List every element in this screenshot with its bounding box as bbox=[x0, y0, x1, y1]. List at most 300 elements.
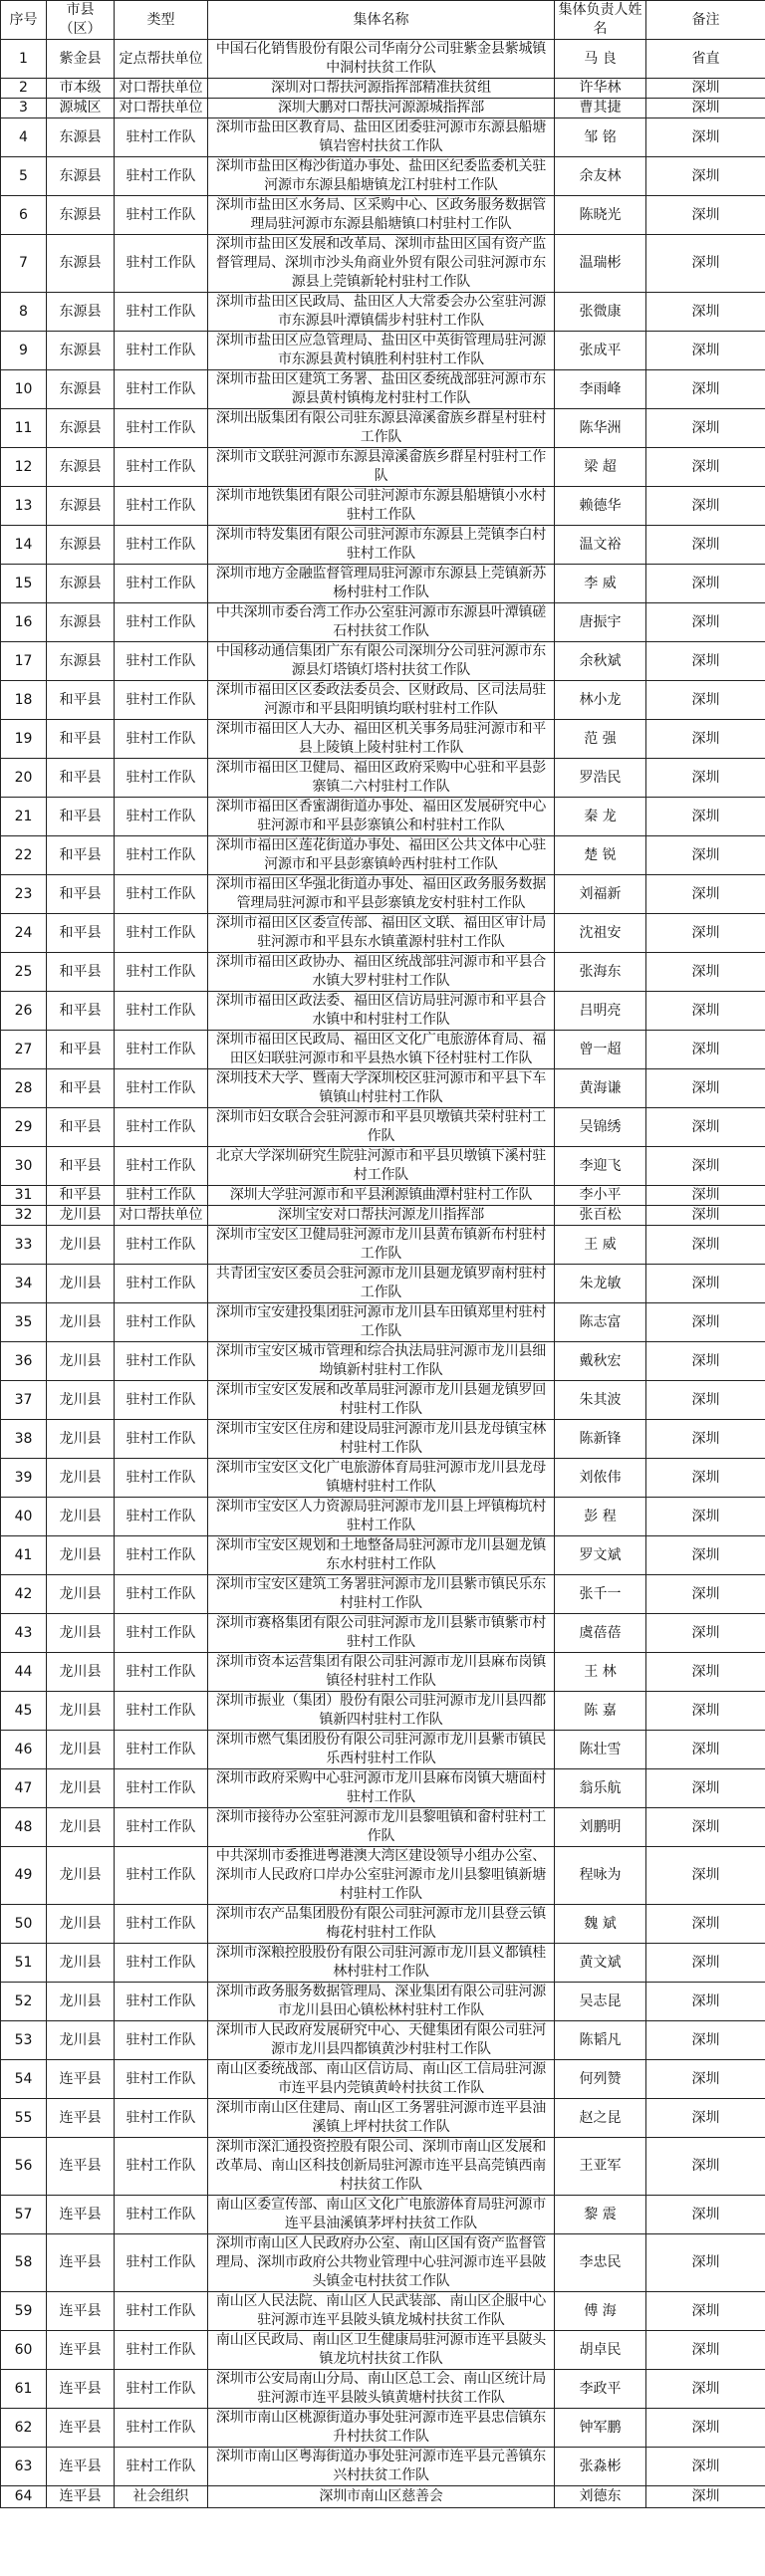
cell-unit-name: 深圳市宝安区文化广电旅游体育局驻河源市龙川县龙母镇塘村驻村工作队 bbox=[208, 1459, 555, 1498]
cell-leader: 李雨峰 bbox=[555, 370, 646, 409]
cell-note: 深圳 bbox=[646, 1808, 765, 1847]
table-row bbox=[1, 1575, 765, 1614]
cell-county: 龙川县 bbox=[47, 1614, 115, 1653]
cell-leader: 陈新锋 bbox=[555, 1420, 646, 1459]
cell-county: 龙川县 bbox=[47, 1944, 115, 1983]
cell-leader: 李迎飞 bbox=[555, 1147, 646, 1186]
cell-index: 30 bbox=[1, 1147, 47, 1186]
cell-type: 驻村工作队 bbox=[115, 293, 208, 332]
table-row bbox=[1, 99, 765, 118]
table-row bbox=[1, 40, 765, 79]
cell-index: 56 bbox=[1, 2138, 47, 2196]
cell-index: 34 bbox=[1, 1265, 47, 1303]
cell-unit-name: 深圳市农产品集团股份有限公司驻河源市龙川县登云镇梅花村驻村工作队 bbox=[208, 1905, 555, 1944]
cell-type: 驻村工作队 bbox=[115, 2021, 208, 2060]
cell-note: 深圳 bbox=[646, 293, 765, 332]
table-row bbox=[1, 2448, 765, 2486]
table-row bbox=[1, 1653, 765, 1692]
cell-index: 4 bbox=[1, 118, 47, 157]
cell-type: 对口帮扶单位 bbox=[115, 99, 208, 118]
cell-county: 龙川县 bbox=[47, 1342, 115, 1381]
cell-index: 15 bbox=[1, 565, 47, 603]
cell-county: 连平县 bbox=[47, 2138, 115, 2196]
cell-unit-name: 深圳市文联驻河源市东源县漳溪畲族乡群星村驻村工作队 bbox=[208, 448, 555, 487]
cell-index: 35 bbox=[1, 1303, 47, 1342]
cell-unit-name: 中国移动通信集团广东有限公司深圳分公司驻河源市东源县灯塔镇灯塔村扶贫工作队 bbox=[208, 642, 555, 681]
cell-leader: 王 林 bbox=[555, 1653, 646, 1692]
cell-note: 深圳 bbox=[646, 642, 765, 681]
cell-note: 深圳 bbox=[646, 2486, 765, 2508]
table-row bbox=[1, 914, 765, 953]
cell-county: 东源县 bbox=[47, 235, 115, 293]
cell-type: 驻村工作队 bbox=[115, 1536, 208, 1575]
table-row bbox=[1, 2234, 765, 2292]
cell-note: 深圳 bbox=[646, 1575, 765, 1614]
cell-county: 东源县 bbox=[47, 409, 115, 448]
cell-county: 龙川县 bbox=[47, 1847, 115, 1905]
table-row bbox=[1, 2370, 765, 2409]
table-row bbox=[1, 79, 765, 99]
cell-note: 深圳 bbox=[646, 875, 765, 914]
cell-note: 深圳 bbox=[646, 1498, 765, 1536]
cell-index: 5 bbox=[1, 157, 47, 196]
cell-unit-name: 深圳市盐田区应急管理局、盐田区中英街管理局驻河源市东源县黄村镇胜利村驻村工作队 bbox=[208, 332, 555, 370]
cell-type: 驻村工作队 bbox=[115, 1265, 208, 1303]
table-row bbox=[1, 1186, 765, 1206]
cell-note: 深圳 bbox=[646, 720, 765, 759]
cell-leader: 吴锦绣 bbox=[555, 1108, 646, 1147]
cell-index: 36 bbox=[1, 1342, 47, 1381]
table-row bbox=[1, 953, 765, 992]
cell-note: 深圳 bbox=[646, 487, 765, 526]
cell-type: 驻村工作队 bbox=[115, 1031, 208, 1069]
cell-county: 和平县 bbox=[47, 720, 115, 759]
table-row bbox=[1, 1905, 765, 1944]
cell-note: 省直 bbox=[646, 40, 765, 79]
table-body bbox=[1, 40, 765, 2508]
table-row bbox=[1, 1342, 765, 1381]
cell-unit-name: 深圳市福田区区委宣传部、福田区文联、福田区审计局驻河源市和平县东水镇董源村驻村工作队 bbox=[208, 914, 555, 953]
cell-leader: 许华林 bbox=[555, 79, 646, 99]
cell-index: 55 bbox=[1, 2099, 47, 2138]
cell-leader: 吕明亮 bbox=[555, 992, 646, 1031]
cell-leader: 傅 海 bbox=[555, 2292, 646, 2331]
table-row bbox=[1, 1536, 765, 1575]
cell-leader: 朱其波 bbox=[555, 1381, 646, 1420]
table-row bbox=[1, 2060, 765, 2099]
table-row bbox=[1, 1147, 765, 1186]
cell-note: 深圳 bbox=[646, 1381, 765, 1420]
cell-leader: 陈壮雪 bbox=[555, 1731, 646, 1769]
cell-leader: 楚 锐 bbox=[555, 836, 646, 875]
cell-index: 51 bbox=[1, 1944, 47, 1983]
cell-type: 驻村工作队 bbox=[115, 2331, 208, 2370]
cell-county: 东源县 bbox=[47, 448, 115, 487]
cell-type: 驻村工作队 bbox=[115, 2292, 208, 2331]
table-row bbox=[1, 1692, 765, 1731]
cell-county: 连平县 bbox=[47, 2060, 115, 2099]
cell-note: 深圳 bbox=[646, 992, 765, 1031]
cell-leader: 戴秋宏 bbox=[555, 1342, 646, 1381]
cell-type: 驻村工作队 bbox=[115, 875, 208, 914]
cell-county: 东源县 bbox=[47, 565, 115, 603]
cell-note: 深圳 bbox=[646, 2370, 765, 2409]
cell-type: 驻村工作队 bbox=[115, 1303, 208, 1342]
cell-index: 46 bbox=[1, 1731, 47, 1769]
cell-county: 连平县 bbox=[47, 2292, 115, 2331]
cell-leader: 程咏为 bbox=[555, 1847, 646, 1905]
table-row bbox=[1, 118, 765, 157]
cell-leader: 彭 程 bbox=[555, 1498, 646, 1536]
cell-unit-name: 深圳市深汇通投资控股有限公司、深圳市南山区发展和改革局、南山区科技创新局驻河源市连平县高莞镇西南村扶贫工作队 bbox=[208, 2138, 555, 2196]
cell-leader: 陈 嘉 bbox=[555, 1692, 646, 1731]
cell-note: 深圳 bbox=[646, 118, 765, 157]
cell-unit-name: 深圳市宝安建投集团驻河源市龙川县车田镇郑里村驻村工作队 bbox=[208, 1303, 555, 1342]
cell-leader: 余友林 bbox=[555, 157, 646, 196]
table-row bbox=[1, 720, 765, 759]
cell-note: 深圳 bbox=[646, 370, 765, 409]
cell-county: 东源县 bbox=[47, 157, 115, 196]
table-row bbox=[1, 836, 765, 875]
cell-county: 和平县 bbox=[47, 1147, 115, 1186]
cell-unit-name: 深圳市妇女联合会驻河源市和平县贝墩镇共荣村驻村工作队 bbox=[208, 1108, 555, 1147]
table-header bbox=[1, 1, 765, 40]
cell-leader: 张海东 bbox=[555, 953, 646, 992]
table-row bbox=[1, 2331, 765, 2370]
cell-unit-name: 深圳市福田区华强北街道办事处、福田区政务服务数据管理局驻河源市和平县彭寨镇龙安村驻村工作队 bbox=[208, 875, 555, 914]
cell-county: 和平县 bbox=[47, 875, 115, 914]
table-row bbox=[1, 332, 765, 370]
cell-unit-name: 深圳市振业（集团）股份有限公司驻河源市龙川县四都镇新四村驻村工作队 bbox=[208, 1692, 555, 1731]
cell-leader: 马 良 bbox=[555, 40, 646, 79]
cell-note: 深圳 bbox=[646, 157, 765, 196]
cell-note: 深圳 bbox=[646, 2099, 765, 2138]
cell-note: 深圳 bbox=[646, 759, 765, 798]
cell-index: 17 bbox=[1, 642, 47, 681]
cell-unit-name: 深圳市宝安区规划和土地整备局驻河源市龙川县廻龙镇东水村驻村工作队 bbox=[208, 1536, 555, 1575]
cell-index: 19 bbox=[1, 720, 47, 759]
cell-type: 驻村工作队 bbox=[115, 953, 208, 992]
cell-leader: 张成平 bbox=[555, 332, 646, 370]
cell-leader: 魏 斌 bbox=[555, 1905, 646, 1944]
table-row bbox=[1, 1381, 765, 1420]
cell-unit-name: 深圳市宝安区建筑工务署驻河源市龙川县紫市镇民乐东村驻村工作队 bbox=[208, 1575, 555, 1614]
cell-unit-name: 深圳市宝安区城市管理和综合执法局驻河源市龙川县细坳镇新村驻村工作队 bbox=[208, 1342, 555, 1381]
cell-note: 深圳 bbox=[646, 2409, 765, 2448]
cell-unit-name: 南山区委统战部、南山区信访局、南山区工信局驻河源市连平县内莞镇黄岭村扶贫工作队 bbox=[208, 2060, 555, 2099]
cell-index: 64 bbox=[1, 2486, 47, 2508]
cell-index: 41 bbox=[1, 1536, 47, 1575]
cell-note: 深圳 bbox=[646, 2060, 765, 2099]
table-row bbox=[1, 1731, 765, 1769]
cell-county: 和平县 bbox=[47, 1108, 115, 1147]
cell-type: 驻村工作队 bbox=[115, 2448, 208, 2486]
header-county: 市县（区） bbox=[47, 1, 115, 40]
cell-index: 33 bbox=[1, 1226, 47, 1265]
cell-unit-name: 深圳市福田区莲花街道办事处、福田区公共文体中心驻河源市和平县彭寨镇岭西村驻村工作队 bbox=[208, 836, 555, 875]
cell-county: 龙川县 bbox=[47, 1265, 115, 1303]
table-row bbox=[1, 1944, 765, 1983]
table-row bbox=[1, 1847, 765, 1905]
header-index: 序号 bbox=[1, 1, 47, 40]
cell-unit-name: 深圳市宝安区住房和建设局驻河源市龙川县龙母镇宝林村驻村工作队 bbox=[208, 1420, 555, 1459]
cell-unit-name: 深圳市盐田区水务局、区采购中心、区政务服务数据管理局驻河源市东源县船塘镇口村驻村工作队 bbox=[208, 196, 555, 235]
cell-county: 源城区 bbox=[47, 99, 115, 118]
header-row bbox=[1, 1, 765, 40]
cell-unit-name: 深圳大鹏对口帮扶河源源城指挥部 bbox=[208, 99, 555, 118]
cell-note: 深圳 bbox=[646, 409, 765, 448]
header-type: 类型 bbox=[115, 1, 208, 40]
cell-county: 龙川县 bbox=[47, 1206, 115, 1226]
cell-unit-name: 深圳市人民政府发展研究中心、天健集团有限公司驻河源市龙川县四都镇黄沙村驻村工作队 bbox=[208, 2021, 555, 2060]
cell-unit-name: 深圳市福田区民政局、福田区文化广电旅游体育局、福田区妇联驻河源市和平县热水镇下径村驻村工作队 bbox=[208, 1031, 555, 1069]
cell-type: 驻村工作队 bbox=[115, 759, 208, 798]
cell-note: 深圳 bbox=[646, 1265, 765, 1303]
cell-unit-name: 南山区人民法院、南山区人民武装部、南山区企服中心驻河源市连平县陂头镇龙城村扶贫工作队 bbox=[208, 2292, 555, 2331]
cell-county: 龙川县 bbox=[47, 1575, 115, 1614]
cell-type: 驻村工作队 bbox=[115, 1381, 208, 1420]
cell-index: 3 bbox=[1, 99, 47, 118]
cell-index: 6 bbox=[1, 196, 47, 235]
cell-type: 驻村工作队 bbox=[115, 992, 208, 1031]
cell-county: 龙川县 bbox=[47, 1498, 115, 1536]
cell-county: 紫金县 bbox=[47, 40, 115, 79]
cell-type: 驻村工作队 bbox=[115, 157, 208, 196]
cell-county: 龙川县 bbox=[47, 1381, 115, 1420]
cell-note: 深圳 bbox=[646, 914, 765, 953]
cell-type: 驻村工作队 bbox=[115, 2138, 208, 2196]
table-row bbox=[1, 1031, 765, 1069]
cell-county: 龙川县 bbox=[47, 1731, 115, 1769]
cell-type: 驻村工作队 bbox=[115, 1769, 208, 1808]
cell-leader: 虞蓓蓓 bbox=[555, 1614, 646, 1653]
table-row bbox=[1, 1808, 765, 1847]
cell-type: 驻村工作队 bbox=[115, 448, 208, 487]
cell-note: 深圳 bbox=[646, 2448, 765, 2486]
cell-unit-name: 深圳市宝安区发展和改革局驻河源市龙川县廻龙镇罗回村驻村工作队 bbox=[208, 1381, 555, 1420]
cell-unit-name: 深圳大学驻河源市和平县浰源镇曲潭村驻村工作队 bbox=[208, 1186, 555, 1206]
cell-index: 31 bbox=[1, 1186, 47, 1206]
cell-leader: 张百松 bbox=[555, 1206, 646, 1226]
cell-county: 和平县 bbox=[47, 798, 115, 836]
cell-leader: 钟军鹏 bbox=[555, 2409, 646, 2448]
cell-index: 54 bbox=[1, 2060, 47, 2099]
cell-note: 深圳 bbox=[646, 1342, 765, 1381]
cell-index: 25 bbox=[1, 953, 47, 992]
cell-county: 东源县 bbox=[47, 118, 115, 157]
cell-note: 深圳 bbox=[646, 565, 765, 603]
cell-type: 驻村工作队 bbox=[115, 2060, 208, 2099]
cell-note: 深圳 bbox=[646, 1731, 765, 1769]
cell-note: 深圳 bbox=[646, 1614, 765, 1653]
cell-leader: 王 威 bbox=[555, 1226, 646, 1265]
cell-unit-name: 深圳市南山区慈善会 bbox=[208, 2486, 555, 2508]
header-note: 备注 bbox=[646, 1, 765, 40]
cell-index: 12 bbox=[1, 448, 47, 487]
cell-unit-name: 深圳对口帮扶河源指挥部精准扶贫组 bbox=[208, 79, 555, 99]
table-row bbox=[1, 1420, 765, 1459]
table-row bbox=[1, 235, 765, 293]
cell-unit-name: 深圳市宝安区卫健局驻河源市龙川县黄布镇新布村驻村工作队 bbox=[208, 1226, 555, 1265]
cell-county: 连平县 bbox=[47, 2196, 115, 2234]
cell-unit-name: 深圳市盐田区教育局、盐田区团委驻河源市东源县船塘镇岩窖村扶贫工作队 bbox=[208, 118, 555, 157]
cell-type: 驻村工作队 bbox=[115, 603, 208, 642]
cell-leader: 刘侬伟 bbox=[555, 1459, 646, 1498]
cell-index: 53 bbox=[1, 2021, 47, 2060]
cell-unit-name: 中国石化销售股份有限公司华南分公司驻紫金县紫城镇中洞村扶贫工作队 bbox=[208, 40, 555, 79]
cell-unit-name: 深圳宝安对口帮扶河源龙川指挥部 bbox=[208, 1206, 555, 1226]
cell-county: 连平县 bbox=[47, 2370, 115, 2409]
cell-index: 44 bbox=[1, 1653, 47, 1692]
cell-index: 9 bbox=[1, 332, 47, 370]
cell-leader: 唐振宇 bbox=[555, 603, 646, 642]
table-row bbox=[1, 1226, 765, 1265]
cell-note: 深圳 bbox=[646, 235, 765, 293]
cell-type: 驻村工作队 bbox=[115, 1731, 208, 1769]
cell-county: 和平县 bbox=[47, 953, 115, 992]
table-row bbox=[1, 157, 765, 196]
cell-leader: 赖德华 bbox=[555, 487, 646, 526]
cell-unit-name: 中共深圳市委台湾工作办公室驻河源市东源县叶潭镇磋石村扶贫工作队 bbox=[208, 603, 555, 642]
cell-unit-name: 深圳市资本运营集团有限公司驻河源市龙川县麻布岗镇镇径村驻村工作队 bbox=[208, 1653, 555, 1692]
cell-unit-name: 深圳市福田区人大办、福田区机关事务局驻河源市和平县上陵镇上陵村驻村工作队 bbox=[208, 720, 555, 759]
cell-note: 深圳 bbox=[646, 1944, 765, 1983]
cell-index: 40 bbox=[1, 1498, 47, 1536]
cell-type: 驻村工作队 bbox=[115, 2370, 208, 2409]
cell-leader: 刘鹏明 bbox=[555, 1808, 646, 1847]
cell-leader: 秦 龙 bbox=[555, 798, 646, 836]
cell-unit-name: 深圳市公安局南山分局、南山区总工会、南山区统计局驻河源市连平县陂头镇黄塘村扶贫工作队 bbox=[208, 2370, 555, 2409]
cell-note: 深圳 bbox=[646, 526, 765, 565]
cell-county: 和平县 bbox=[47, 759, 115, 798]
cell-index: 7 bbox=[1, 235, 47, 293]
cell-type: 驻村工作队 bbox=[115, 1498, 208, 1536]
cell-leader: 邹 铭 bbox=[555, 118, 646, 157]
cell-note: 深圳 bbox=[646, 1186, 765, 1206]
cell-leader: 刘德东 bbox=[555, 2486, 646, 2508]
cell-leader: 李小平 bbox=[555, 1186, 646, 1206]
cell-index: 62 bbox=[1, 2409, 47, 2448]
cell-note: 深圳 bbox=[646, 1226, 765, 1265]
cell-type: 驻村工作队 bbox=[115, 642, 208, 681]
table-row bbox=[1, 2409, 765, 2448]
cell-index: 14 bbox=[1, 526, 47, 565]
cell-index: 8 bbox=[1, 293, 47, 332]
cell-unit-name: 深圳市南山区住建局、南山区工务署驻河源市连平县油溪镇上坪村扶贫工作队 bbox=[208, 2099, 555, 2138]
cell-type: 驻村工作队 bbox=[115, 487, 208, 526]
cell-unit-name: 南山区民政局、南山区卫生健康局驻河源市连平县陂头镇龙坑村扶贫工作队 bbox=[208, 2331, 555, 2370]
cell-leader: 曾一超 bbox=[555, 1031, 646, 1069]
cell-index: 58 bbox=[1, 2234, 47, 2292]
cell-leader: 朱龙敏 bbox=[555, 1265, 646, 1303]
cell-note: 深圳 bbox=[646, 681, 765, 720]
cell-unit-name: 北京大学深圳研究生院驻河源市和平县贝墩镇下溪村驻村工作队 bbox=[208, 1147, 555, 1186]
cell-note: 深圳 bbox=[646, 2292, 765, 2331]
cell-leader: 陈志富 bbox=[555, 1303, 646, 1342]
table-row bbox=[1, 992, 765, 1031]
cell-unit-name: 深圳市燃气集团股份有限公司驻河源市龙川县紫市镇民乐西村驻村工作队 bbox=[208, 1731, 555, 1769]
cell-unit-name: 深圳市盐田区民政局、盐田区人大常委会办公室驻河源市东源县叶潭镇儒步村驻村工作队 bbox=[208, 293, 555, 332]
cell-note: 深圳 bbox=[646, 1147, 765, 1186]
cell-leader: 温瑞彬 bbox=[555, 235, 646, 293]
cell-leader: 林小龙 bbox=[555, 681, 646, 720]
table-row bbox=[1, 526, 765, 565]
cell-type: 驻村工作队 bbox=[115, 1614, 208, 1653]
cell-index: 47 bbox=[1, 1769, 47, 1808]
cell-unit-name: 深圳市福田区政法委、福田区信访局驻河源市和平县合水镇中和村驻村工作队 bbox=[208, 992, 555, 1031]
cell-leader: 余秋斌 bbox=[555, 642, 646, 681]
cell-leader: 黄文斌 bbox=[555, 1944, 646, 1983]
cell-type: 驻村工作队 bbox=[115, 1420, 208, 1459]
cell-index: 43 bbox=[1, 1614, 47, 1653]
cell-unit-name: 深圳市地方金融监督管理局驻河源市东源县上莞镇新苏杨村驻村工作队 bbox=[208, 565, 555, 603]
cell-leader: 胡卓民 bbox=[555, 2331, 646, 2370]
cell-note: 深圳 bbox=[646, 1303, 765, 1342]
cell-county: 龙川县 bbox=[47, 1808, 115, 1847]
cell-county: 龙川县 bbox=[47, 1303, 115, 1342]
cell-type: 驻村工作队 bbox=[115, 118, 208, 157]
cell-index: 16 bbox=[1, 603, 47, 642]
cell-note: 深圳 bbox=[646, 2196, 765, 2234]
cell-unit-name: 深圳市特发集团有限公司驻河源市东源县上莞镇李白村驻村工作队 bbox=[208, 526, 555, 565]
cell-type: 驻村工作队 bbox=[115, 1983, 208, 2021]
cell-index: 2 bbox=[1, 79, 47, 99]
cell-leader: 黎 震 bbox=[555, 2196, 646, 2234]
cell-unit-name: 深圳市接待办公室驻河源市龙川县黎咀镇和畲村驻村工作队 bbox=[208, 1808, 555, 1847]
cell-note: 深圳 bbox=[646, 1983, 765, 2021]
header-leader: 集体负责人姓名 bbox=[555, 1, 646, 40]
cell-note: 深圳 bbox=[646, 79, 765, 99]
cell-index: 60 bbox=[1, 2331, 47, 2370]
cell-note: 深圳 bbox=[646, 1769, 765, 1808]
cell-unit-name: 深圳市政府采购中心驻河源市龙川县麻布岗镇大塘面村驻村工作队 bbox=[208, 1769, 555, 1808]
cell-unit-name: 深圳市福田区香蜜湖街道办事处、福田区发展研究中心驻河源市和平县彭寨镇公和村驻村工作队 bbox=[208, 798, 555, 836]
cell-unit-name: 深圳市政务服务数据管理局、深业集团有限公司驻河源市龙川县田心镇松林村驻村工作队 bbox=[208, 1983, 555, 2021]
cell-note: 深圳 bbox=[646, 2138, 765, 2196]
cell-county: 东源县 bbox=[47, 642, 115, 681]
cell-index: 29 bbox=[1, 1108, 47, 1147]
cell-type: 驻村工作队 bbox=[115, 1653, 208, 1692]
cell-type: 驻村工作队 bbox=[115, 235, 208, 293]
table-row bbox=[1, 759, 765, 798]
table-row bbox=[1, 2099, 765, 2138]
header-unit-name: 集体名称 bbox=[208, 1, 555, 40]
table-row bbox=[1, 603, 765, 642]
cell-unit-name: 深圳市宝安区人力资源局驻河源市龙川县上坪镇梅坑村驻村工作队 bbox=[208, 1498, 555, 1536]
table-row bbox=[1, 409, 765, 448]
cell-county: 东源县 bbox=[47, 603, 115, 642]
cell-leader: 罗浩民 bbox=[555, 759, 646, 798]
cell-type: 驻村工作队 bbox=[115, 681, 208, 720]
cell-type: 驻村工作队 bbox=[115, 1944, 208, 1983]
cell-county: 连平县 bbox=[47, 2099, 115, 2138]
cell-type: 驻村工作队 bbox=[115, 2409, 208, 2448]
cell-note: 深圳 bbox=[646, 1536, 765, 1575]
cell-leader: 吴志昆 bbox=[555, 1983, 646, 2021]
cell-type: 驻村工作队 bbox=[115, 1226, 208, 1265]
cell-index: 10 bbox=[1, 370, 47, 409]
table-row bbox=[1, 1459, 765, 1498]
cell-county: 和平县 bbox=[47, 681, 115, 720]
cell-county: 龙川县 bbox=[47, 1226, 115, 1265]
table-row bbox=[1, 642, 765, 681]
cell-leader: 陈韬凡 bbox=[555, 2021, 646, 2060]
cell-unit-name: 深圳市南山区粤海街道办事处驻河源市连平县元善镇东兴村扶贫工作队 bbox=[208, 2448, 555, 2486]
cell-type: 对口帮扶单位 bbox=[115, 1206, 208, 1226]
cell-type: 驻村工作队 bbox=[115, 526, 208, 565]
cell-leader: 张淼彬 bbox=[555, 2448, 646, 2486]
cell-type: 驻村工作队 bbox=[115, 1847, 208, 1905]
